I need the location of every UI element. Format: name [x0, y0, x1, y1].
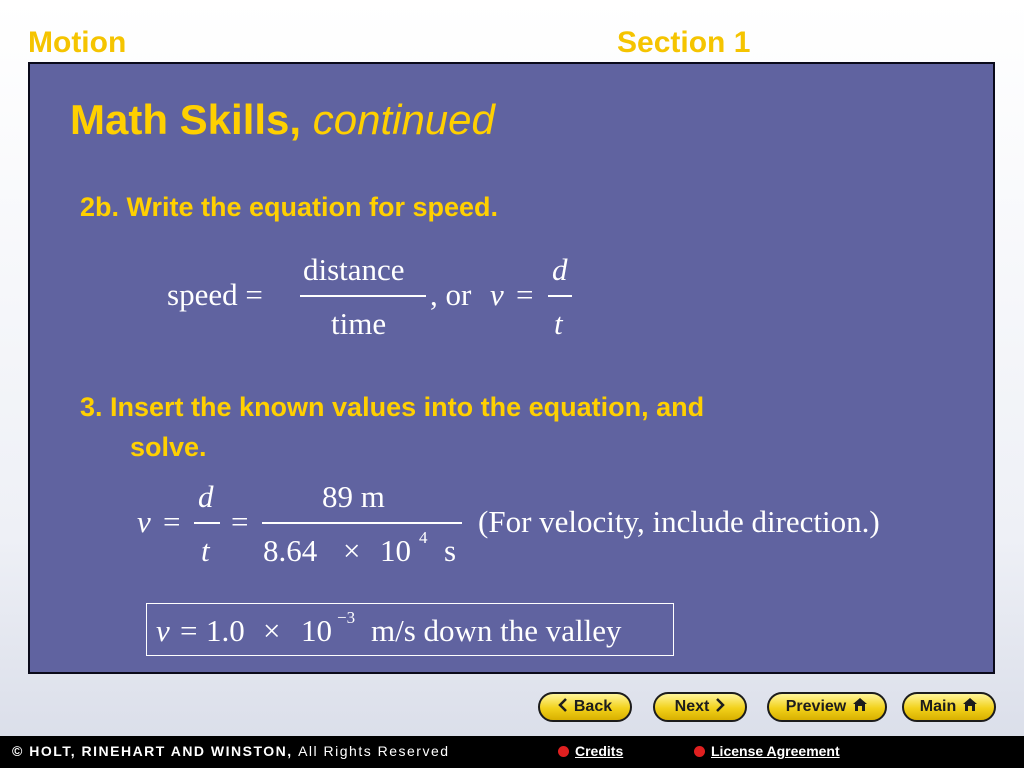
answer-rest: m/s down the valley: [371, 613, 622, 648]
eq2-numerator: 89 m: [322, 479, 385, 514]
publisher-name: HOLT, RINEHART AND WINSTON,: [29, 743, 293, 759]
home-icon: [962, 697, 978, 717]
slide-title: [70, 96, 495, 144]
eq1-var-v: v: [490, 277, 504, 312]
eq2-den-t: t: [201, 533, 210, 568]
eq2-num-d: d: [198, 479, 214, 514]
velocity-note: (For velocity, include direction.): [478, 504, 880, 539]
main-button[interactable]: [902, 692, 996, 722]
slide-title-continued: continued: [312, 96, 495, 143]
section-title: Section 1: [617, 26, 751, 59]
eq2-den-exponent: 4: [419, 528, 428, 547]
eq1-fraction-bar-2: [548, 295, 572, 297]
preview-button-label: Preview: [785, 698, 847, 715]
back-button-label: Back: [573, 698, 613, 715]
answer-exponent: −3: [337, 608, 356, 627]
step-2b-text: 2b. Write the equation for speed.: [80, 192, 499, 222]
preview-button[interactable]: [767, 692, 887, 722]
chapter-title: Motion: [28, 26, 127, 59]
eq1-equals: =: [516, 277, 534, 312]
answer-equals: =: [180, 613, 198, 648]
chevron-right-icon: [715, 698, 725, 717]
chevron-left-icon: [558, 698, 568, 717]
back-button[interactable]: [538, 692, 632, 722]
eq2-den-mantissa: 8.64: [263, 533, 318, 568]
eq2-var-v: v: [137, 504, 151, 539]
license-label: License Agreement: [711, 743, 840, 759]
eq1-or: , or: [430, 277, 472, 312]
eq2-den-unit: s: [444, 533, 457, 568]
eq2-fraction-bar-2: [262, 522, 462, 524]
eq2-fraction-bar-1: [194, 522, 220, 524]
red-dot-icon: [558, 746, 569, 757]
eq1-num-d: d: [552, 252, 568, 287]
slide-title-main: Math Skills,: [70, 96, 302, 143]
answer-times: ×: [263, 613, 281, 648]
footer-bar: [0, 736, 1024, 768]
next-button-label: Next: [674, 698, 710, 715]
credits-label: Credits: [575, 743, 624, 759]
eq2-den-base: 10: [380, 533, 411, 568]
eq2-equals-2: =: [231, 504, 249, 539]
content-panel: [28, 62, 995, 674]
eq2-equals-1: =: [163, 504, 181, 539]
answer-base: 10: [301, 613, 332, 648]
eq1-den-t: t: [554, 306, 563, 341]
step-3-line2: solve.: [130, 432, 207, 462]
main-button-label: Main: [919, 698, 957, 715]
home-icon: [852, 697, 868, 717]
answer-var-v: v: [156, 613, 170, 648]
copyright-symbol: ©: [12, 743, 24, 759]
copyright-notice: [12, 743, 450, 759]
rights-text: All Rights Reserved: [298, 743, 450, 759]
next-button[interactable]: [653, 692, 747, 722]
eq1-denominator: time: [331, 306, 387, 341]
eq1-numerator: distance: [303, 252, 405, 287]
eq1-fraction-bar: [300, 295, 426, 297]
step-3-line1: 3. Insert the known values into the equation, and: [80, 392, 705, 422]
eq1-lhs: speed =: [167, 277, 263, 312]
license-link[interactable]: [694, 743, 840, 759]
eq2-den-times: ×: [343, 533, 361, 568]
credits-link[interactable]: [558, 743, 623, 759]
answer-mantissa: 1.0: [206, 613, 245, 648]
red-dot-icon: [694, 746, 705, 757]
